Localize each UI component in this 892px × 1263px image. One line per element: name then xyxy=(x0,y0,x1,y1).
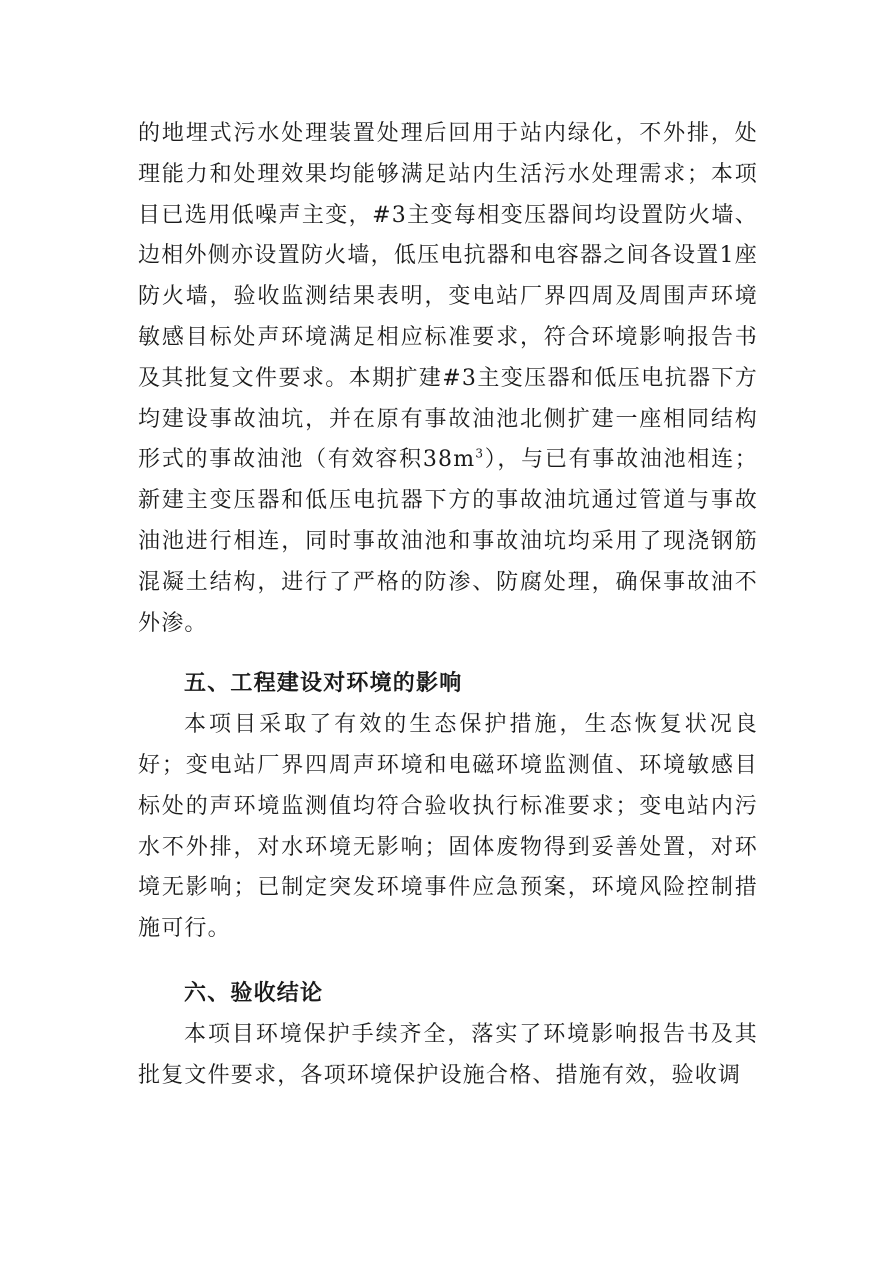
section-body-5: 本项目采取了有效的生态保护措施，生态恢复状况良好；变电站厂界四周声环境和电磁环境监测值、环境敏感目标处的声环境监测值均符合验收执行标准要求；变电站内污水不外排，对水环境无影响；固体废物得到妥善处置，对环境无影响；已制定突发环境事件应急预案，环境风险控制措施可行。 xyxy=(138,712,758,942)
superscript-cubic: 3 xyxy=(475,447,485,462)
paragraph-text-a: 的地埋式污水处理装置处理后回用于站内绿化，不外排，处理能力和处理效果均能够满足站内生活污水处理需求；本项目已选用低噪声主变，#3主变每相变压器间均设置防火墙、边相外侧亦设置防火墙，低压电抗器和电容器之间各设置1座防火墙，验收监测结果表明，变电站厂界四周及周围声环境敏感目标处声环境满足相应标准要求，符合环境影响报告书及其批复文件要求。本期扩建#3主变压器和低压电抗器下方均建设事故油坑，并在原有事故油池北侧扩建一座相同结构形式的事故油池（有效容积38m xyxy=(138,121,758,473)
paragraph-continued xyxy=(138,114,758,644)
spacer xyxy=(138,644,758,664)
section-body-6: 本项目环境保护手续齐全，落实了环境影响报告书及其批复文件要求，各项环境保护设施合格、措施有效，验收调 xyxy=(138,1021,758,1088)
spacer xyxy=(138,950,758,974)
section-heading-5: 五、工程建设对环境的影响 xyxy=(184,671,463,697)
section-heading-6: 六、验收结论 xyxy=(184,980,324,1006)
paragraph-text-b: ），与已有事故油池相连；新建主变压器和低压电抗器下方的事故油坑通过管道与事故油池进行相连，同时事故油池和事故油坑均采用了现浇钢筋混凝土结构，进行了严格的防渗、防腐处理，确保事故油不外渗。 xyxy=(138,447,759,636)
page-content xyxy=(138,114,758,1096)
